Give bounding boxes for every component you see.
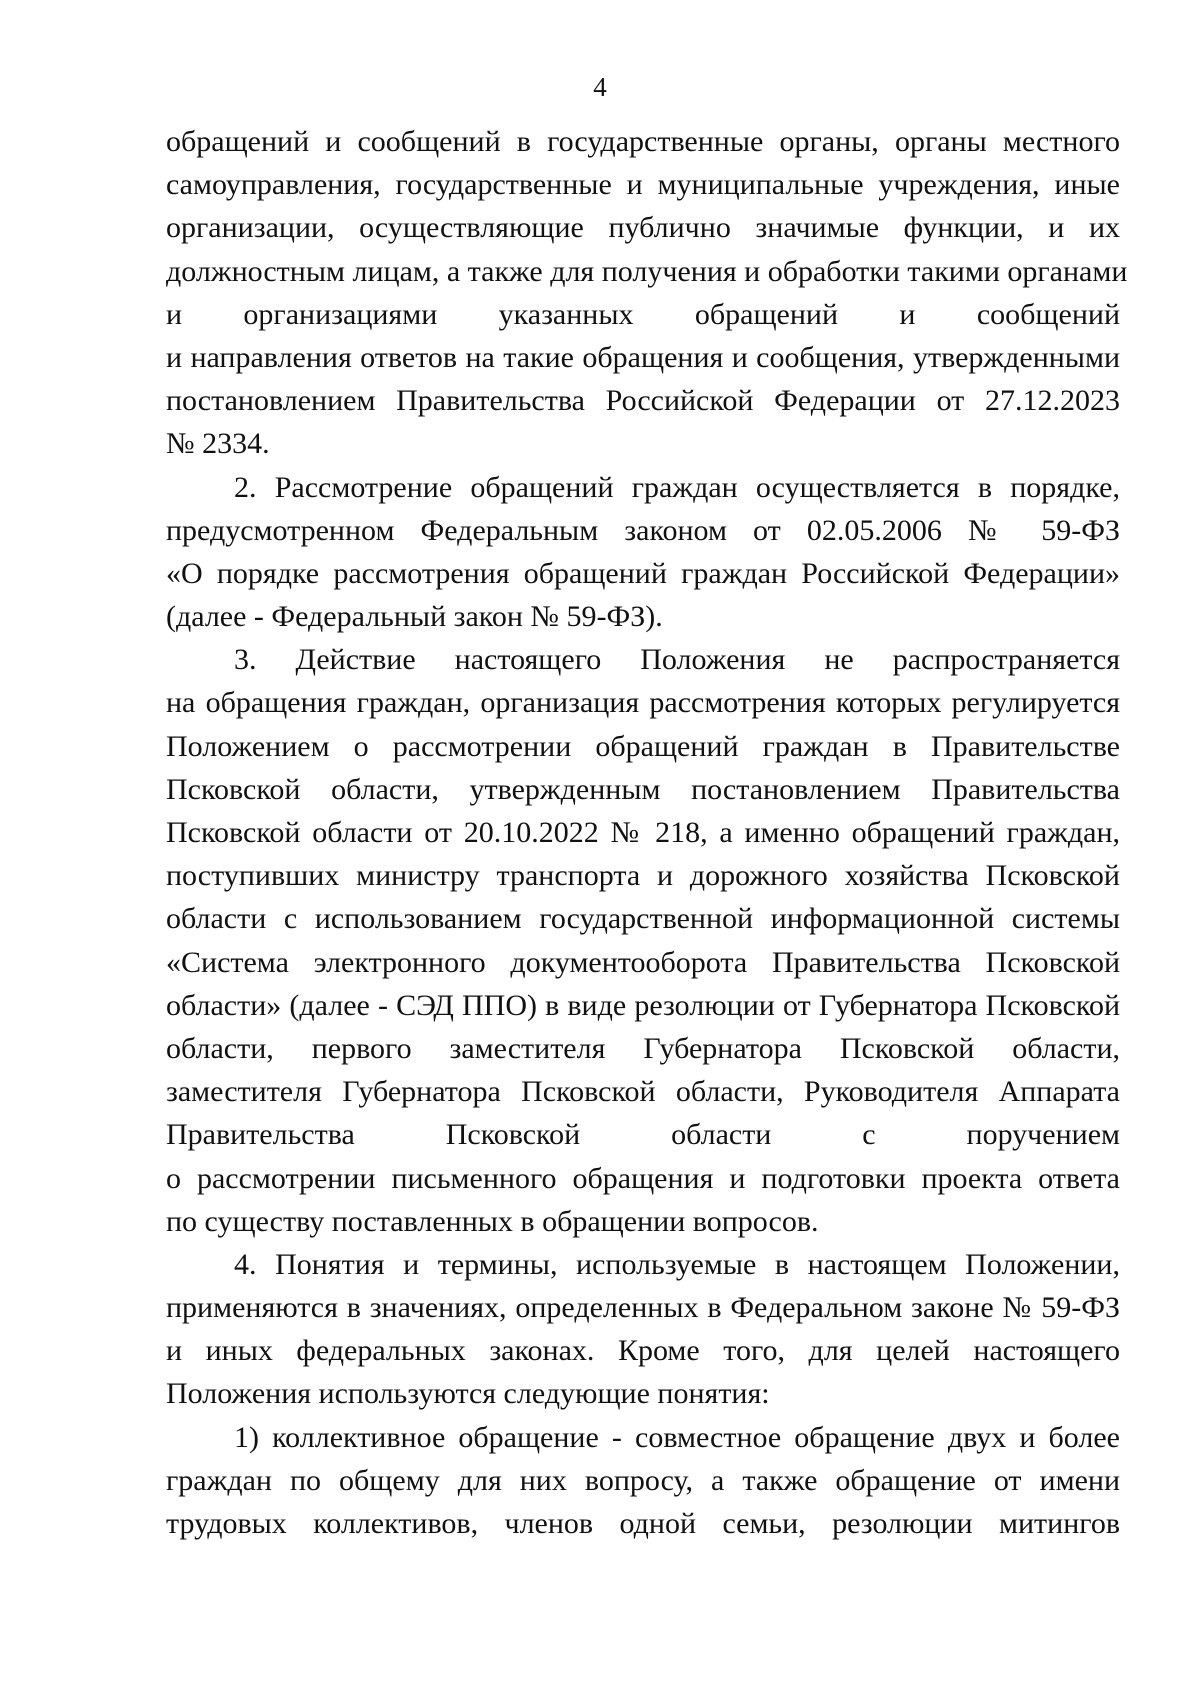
text-line: Псковской области, утвержденным постановлением Правительства	[166, 772, 1120, 806]
text-line: и иных федеральных законах. Кроме того, для целей настоящего	[166, 1334, 1120, 1368]
text-line: области с использованием государственной информационной системы	[166, 902, 1120, 936]
text-line: 3. Действие настоящего Положения не распространяется	[234, 643, 1120, 677]
text-line: Псковской области от 20.10.2022 № 218, а именно обращений граждан,	[166, 816, 1120, 849]
text-line: (далее - Федеральный закон № 59-ФЗ).	[166, 600, 663, 634]
text-line: № 2334.	[166, 427, 270, 461]
paragraph-0	[166, 120, 1128, 466]
paragraph-1	[166, 466, 1120, 639]
text-line: области, первого заместителя Губернатора Псковской области,	[166, 1031, 1120, 1065]
text-line: обращений и сообщений в государственные органы, органы местного	[166, 125, 1120, 158]
text-line: «О порядке рассмотрения обращений граждан Российской Федерации»	[166, 556, 1120, 590]
paragraph-3	[166, 1243, 1120, 1416]
text-line: должностным лицам, а также для получения и обработки такими органами	[166, 254, 1128, 288]
paragraph-4	[166, 1416, 1120, 1546]
text-line: о рассмотрении письменного обращения и подготовки проекта ответа	[166, 1161, 1120, 1195]
document-body	[166, 120, 1128, 1545]
text-line: организации, осуществляющие публично значимые функции, и их	[166, 211, 1120, 245]
text-line: по существу поставленных в обращении вопросов.	[166, 1204, 819, 1238]
text-line: «Система электронного документооборота Правительства Псковской	[166, 945, 1120, 979]
text-line: постановлением Правительства Российской Федерации от 27.12.2023	[166, 384, 1120, 418]
text-line: трудовых коллективов, членов одной семьи, резолюции митингов	[166, 1507, 1120, 1540]
text-line: 1) коллективное обращение - совместное обращение двух и более	[234, 1420, 1120, 1454]
text-line: 4. Понятия и термины, используемые в настоящем Положении,	[234, 1247, 1120, 1281]
paragraph-2	[166, 638, 1120, 1243]
text-line: применяются в значениях, определенных в Федеральном законе № 59-ФЗ	[166, 1291, 1120, 1325]
text-line: Положения используются следующие понятия:	[166, 1377, 770, 1411]
text-line: граждан по общему для них вопросу, а также обращение от имени	[166, 1463, 1120, 1497]
text-line: поступивших министру транспорта и дорожного хозяйства Псковской	[166, 859, 1120, 893]
text-line: на обращения граждан, организация рассмотрения которых регулируется	[166, 686, 1120, 720]
text-line: самоуправления, государственные и муниципальные учреждения, иные	[166, 168, 1120, 202]
text-line: и организациями указанных обращений и сообщений	[166, 297, 1120, 331]
text-line: предусмотренном Федеральным законом от 02.05.2006 № 59-ФЗ	[166, 513, 1120, 547]
text-line: заместителя Губернатора Псковской области, Руководителя Аппарата	[166, 1075, 1120, 1109]
text-line: Правительства Псковской области с поручением	[166, 1118, 1120, 1152]
page-number: 4	[593, 72, 607, 102]
text-line: и направления ответов на такие обращения и сообщения, утвержденными	[166, 340, 1120, 374]
text-line: 2. Рассмотрение обращений граждан осуществляется в порядке,	[234, 470, 1120, 504]
text-line: Положением о рассмотрении обращений граждан в Правительстве	[166, 729, 1120, 763]
text-line: области» (далее - СЭД ППО) в виде резолюции от Губернатора Псковской	[166, 988, 1120, 1022]
